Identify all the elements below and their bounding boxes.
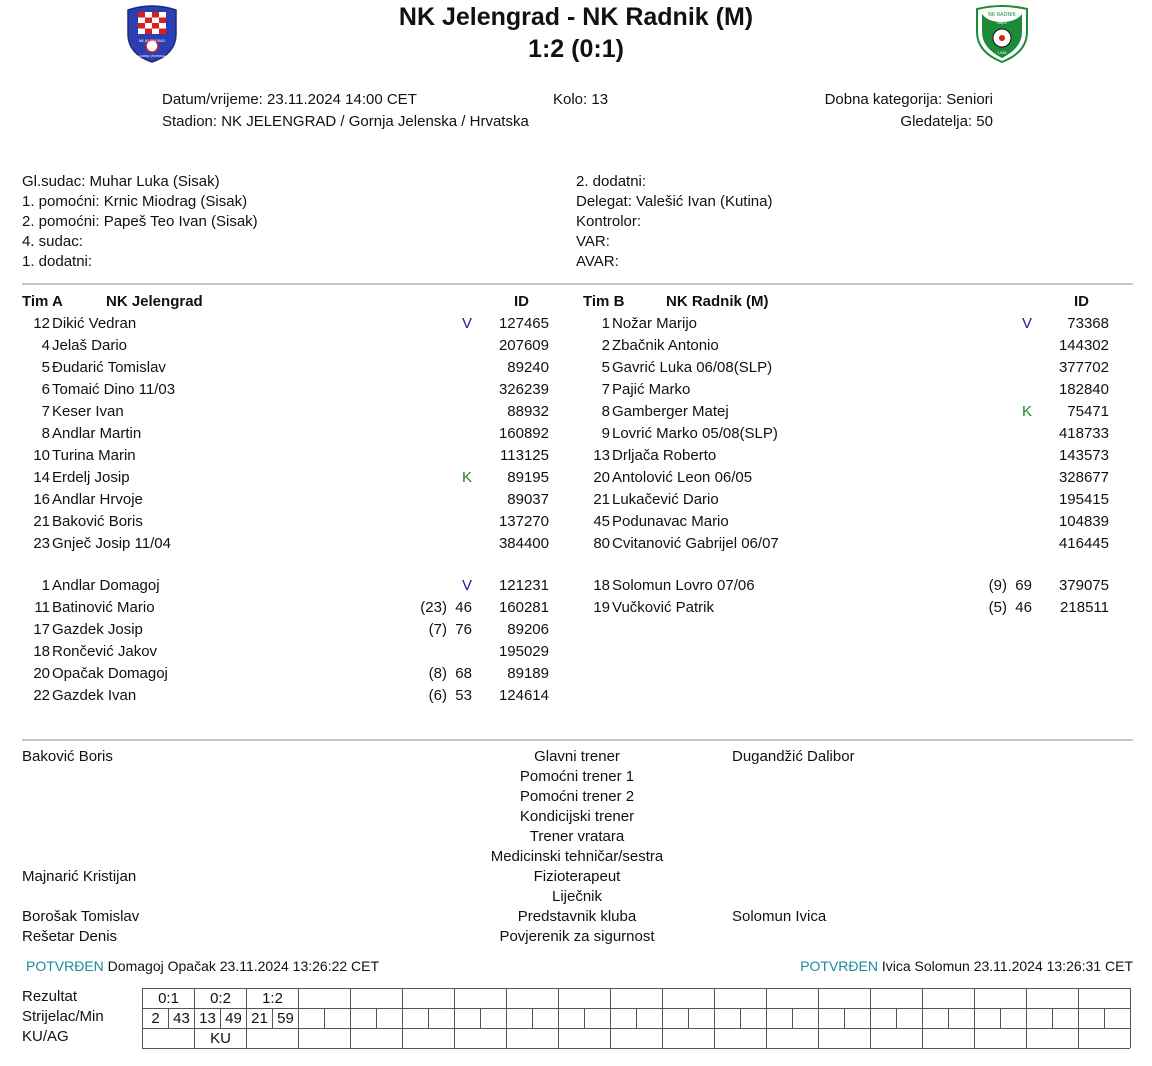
scorer-cell — [480, 1008, 506, 1029]
player-number: 7 — [41, 403, 50, 420]
player-name: Baković Boris — [52, 513, 143, 530]
player-id: 88932 — [507, 403, 549, 420]
ku-cell — [142, 1028, 194, 1049]
ku-cell: KU — [194, 1028, 246, 1049]
scorer-cell — [766, 1008, 792, 1029]
player-name: Gnječ Josip 11/04 — [52, 535, 171, 552]
result-cell — [506, 988, 558, 1009]
result-cell — [870, 988, 922, 1009]
scorer-cell — [532, 1008, 558, 1029]
ku-cell — [870, 1028, 922, 1049]
scorer-cell: 2 — [142, 1008, 168, 1029]
result-cell — [402, 988, 454, 1009]
scorer-cell — [792, 1008, 818, 1029]
confirm-right-status: POTVRĐEN — [800, 958, 878, 974]
ku-cell — [818, 1028, 870, 1049]
result-cell — [558, 988, 610, 1009]
player-id: 89195 — [507, 469, 549, 486]
result-cell — [662, 988, 714, 1009]
result-cell: 0:2 — [194, 988, 246, 1009]
player-number: 22 — [33, 687, 50, 704]
player-id: 89189 — [507, 665, 549, 682]
scorer-cell: 59 — [272, 1008, 298, 1029]
team-b-name: NK Radnik (M) — [666, 293, 769, 310]
staff-role: Kondicijski trener — [519, 808, 635, 825]
scorer-cell — [844, 1008, 870, 1029]
result-cell — [974, 988, 1026, 1009]
player-number: 19 — [593, 599, 610, 616]
player-name: Zbačnik Antonio — [612, 337, 719, 354]
result-cell — [766, 988, 818, 1009]
player-id: 195029 — [498, 643, 549, 660]
scorer-cell — [636, 1008, 662, 1029]
player-number: 21 — [593, 491, 610, 508]
official-right-0: 2. dodatni: — [576, 173, 647, 190]
ku-cell — [454, 1028, 506, 1049]
player-id: 104839 — [1058, 513, 1109, 530]
ku-cell — [610, 1028, 662, 1049]
player-number: 8 — [41, 425, 50, 442]
scorer-cell — [974, 1008, 1000, 1029]
player-number: 20 — [593, 469, 610, 486]
goalkeeper-mark: V — [461, 577, 472, 594]
player-number: 14 — [33, 469, 50, 486]
player-name: Erdelj Josip — [52, 469, 130, 486]
player-name: Batinović Mario — [52, 599, 155, 616]
player-number: 20 — [33, 665, 50, 682]
player-name: Tomaić Dino 11/03 — [52, 381, 176, 398]
result-cell — [1026, 988, 1078, 1009]
player-id: 418733 — [1058, 425, 1109, 442]
player-id: 384400 — [498, 535, 549, 552]
player-name: Andlar Domagoj — [52, 577, 160, 594]
match-stadium: Stadion: NK JELENGRAD / Gornja Jelenska / Hrvatska — [162, 113, 529, 130]
player-number: 8 — [601, 403, 610, 420]
official-right-2: Kontrolor: — [576, 213, 642, 230]
staff-home-name: Rešetar Denis — [22, 928, 118, 945]
team-a-name: NK Jelengrad — [106, 293, 203, 310]
player-id: 195415 — [1058, 491, 1109, 508]
substitution-info: (9) 69 — [988, 577, 1032, 594]
player-id: 127465 — [498, 315, 549, 332]
scorer-cell: 43 — [168, 1008, 194, 1029]
official-left-0: Gl.sudac: Muhar Luka (Sisak) — [22, 173, 220, 190]
scorer-cell — [714, 1008, 740, 1029]
scorer-cell — [662, 1008, 688, 1029]
ku-cell — [922, 1028, 974, 1049]
team-b-label: Tim B — [583, 293, 625, 310]
player-name: Đudarić Tomislav — [52, 359, 166, 376]
scorer-cell — [1078, 1008, 1104, 1029]
player-name: Jelaš Dario — [52, 337, 128, 354]
spectators: Gledatelja: 50 — [900, 113, 993, 130]
scorer-cell — [1026, 1008, 1052, 1029]
player-id: 160281 — [498, 599, 549, 616]
scorer-cell — [610, 1008, 636, 1029]
ku-cell — [766, 1028, 818, 1049]
scorer-cell — [740, 1008, 766, 1029]
player-number: 18 — [593, 577, 610, 594]
scorer-cell — [506, 1008, 532, 1029]
player-id: 377702 — [1058, 359, 1109, 376]
captain-mark: K — [1021, 403, 1032, 420]
row-label-result: Rezultat — [22, 988, 78, 1005]
official-left-2: 2. pomoćni: Papeš Teo Ivan (Sisak) — [22, 213, 258, 230]
player-name: Dikić Vedran — [52, 315, 137, 332]
substitution-info: (7) 76 — [428, 621, 472, 638]
player-name: Solomun Lovro 07/06 — [612, 577, 755, 594]
staff-away-name: Dugandžić Dalibor — [732, 748, 855, 765]
match-score: 1:2 (0:1) — [528, 35, 624, 63]
player-number: 17 — [33, 621, 50, 638]
scorer-cell — [454, 1008, 480, 1029]
player-id: 89206 — [507, 621, 549, 638]
player-id: 379075 — [1058, 577, 1109, 594]
official-right-3: VAR: — [576, 233, 610, 250]
player-id: 328677 — [1058, 469, 1109, 486]
player-number: 11 — [34, 599, 50, 616]
confirm-left-text: Domagoj Opačak 23.11.2024 13:26:22 CET — [103, 958, 380, 974]
confirm-right — [800, 956, 1133, 976]
staff-home-name: Borošak Tomislav — [22, 908, 140, 925]
ku-cell — [402, 1028, 454, 1049]
scorer-cell: 21 — [246, 1008, 272, 1029]
scorer-cell — [896, 1008, 922, 1029]
substitution-info: (8) 68 — [428, 665, 472, 682]
result-cell — [922, 988, 974, 1009]
player-id: 218511 — [1060, 599, 1109, 616]
scorer-cell — [688, 1008, 714, 1029]
divider-lineups — [22, 739, 1133, 741]
staff-role: Medicinski tehničar/sestra — [490, 848, 664, 865]
staff-role: Trener vratara — [529, 828, 625, 845]
match-datetime: Datum/vrijeme: 23.11.2024 14:00 CET — [162, 91, 417, 108]
scorer-cell — [818, 1008, 844, 1029]
player-name: Lukačević Dario — [612, 491, 719, 508]
ku-cell — [662, 1028, 714, 1049]
player-name: Nožar Marijo — [612, 315, 698, 332]
player-number: 80 — [593, 535, 610, 552]
player-id: 73368 — [1067, 315, 1109, 332]
goalkeeper-mark: V — [461, 315, 472, 332]
team-b-id-header: ID — [1074, 293, 1089, 310]
official-right-4: AVAR: — [576, 253, 619, 270]
result-cell — [610, 988, 662, 1009]
staff-role: Fizioterapeut — [533, 868, 621, 885]
match-round: Kolo: 13 — [553, 91, 609, 108]
row-label-scorer: Strijelac/Min — [22, 1008, 104, 1025]
official-left-1: 1. pomoćni: Krnic Miodrag (Sisak) — [22, 193, 248, 210]
scorer-cell — [558, 1008, 584, 1029]
scorer-cell — [376, 1008, 402, 1029]
player-number: 23 — [33, 535, 50, 552]
scorer-cell: 13 — [194, 1008, 220, 1029]
confirm-right-text: Ivica Solomun 23.11.2024 13:26:31 CET — [877, 958, 1133, 974]
official-left-3: 4. sudac: — [22, 233, 83, 250]
ku-cell — [558, 1028, 610, 1049]
divider-officials — [22, 283, 1133, 285]
confirm-left — [26, 956, 379, 976]
staff-role: Pomoćni trener 2 — [519, 788, 635, 805]
ku-cell — [1078, 1028, 1130, 1049]
ku-cell — [1026, 1028, 1078, 1049]
player-number: 13 — [593, 447, 610, 464]
substitution-info: (5) 46 — [988, 599, 1032, 616]
home-logo-text-bottom: GORNJA JELENSKA — [138, 54, 166, 58]
scorer-cell — [1000, 1008, 1026, 1029]
scorer-cell — [1052, 1008, 1078, 1029]
player-number: 21 — [33, 513, 50, 530]
player-id: 75471 — [1067, 403, 1109, 420]
ku-cell — [246, 1028, 298, 1049]
substitution-info: (6) 53 — [428, 687, 472, 704]
player-number: 12 — [33, 315, 50, 332]
official-right-1: Delegat: Valešić Ivan (Kutina) — [576, 193, 773, 210]
player-number: 1 — [41, 577, 50, 594]
player-number: 5 — [601, 359, 610, 376]
away-logo-text-mid: Majur — [997, 21, 1007, 25]
ku-cell — [506, 1028, 558, 1049]
player-number: 18 — [33, 643, 50, 660]
substitution-info: (23) 46 — [420, 599, 472, 616]
player-id: 160892 — [498, 425, 549, 442]
result-cell — [714, 988, 766, 1009]
player-number: 7 — [601, 381, 610, 398]
player-name: Andlar Hrvoje — [52, 491, 143, 508]
scorer-cell — [298, 1008, 324, 1029]
ku-cell — [350, 1028, 402, 1049]
grid-right-border — [1130, 988, 1131, 1048]
official-left-4: 1. dodatni: — [22, 253, 93, 270]
scorer-cell — [948, 1008, 974, 1029]
player-number: 1 — [601, 315, 610, 332]
player-number: 10 — [33, 447, 50, 464]
scorer-cell — [1104, 1008, 1130, 1029]
confirm-left-status: POTVRĐEN — [26, 958, 104, 974]
result-cell: 1:2 — [246, 988, 298, 1009]
staff-home-name: Baković Boris — [22, 748, 113, 765]
player-id: 89037 — [507, 491, 549, 508]
player-name: Rončević Jakov — [52, 643, 158, 660]
player-number: 2 — [601, 337, 610, 354]
player-id: 207609 — [498, 337, 549, 354]
staff-role: Pomoćni trener 1 — [519, 768, 635, 785]
result-cell: 0:1 — [142, 988, 194, 1009]
player-number: 6 — [41, 381, 50, 398]
staff-role: Povjerenik za sigurnost — [499, 928, 655, 945]
player-name: Antolović Leon 06/05 — [612, 469, 753, 486]
ku-cell — [974, 1028, 1026, 1049]
scorer-cell — [402, 1008, 428, 1029]
player-id: 182840 — [1058, 381, 1109, 398]
player-name: Gazdek Josip — [52, 621, 143, 638]
captain-mark: K — [461, 469, 472, 486]
player-id: 326239 — [498, 381, 549, 398]
player-id: 144302 — [1058, 337, 1109, 354]
row-label-ku: KU/AG — [22, 1028, 69, 1045]
player-name: Opačak Domagoj — [52, 665, 168, 682]
result-cell — [1078, 988, 1130, 1009]
player-id: 137270 — [498, 513, 549, 530]
scorer-cell: 49 — [220, 1008, 246, 1029]
staff-home-name: Majnarić Kristijan — [22, 868, 137, 885]
player-id: 121231 — [498, 577, 549, 594]
player-number: 16 — [33, 491, 50, 508]
player-name: Gamberger Matej — [612, 403, 729, 420]
player-name: Andlar Martin — [52, 425, 142, 442]
scorer-cell — [428, 1008, 454, 1029]
team-a-label: Tim A — [22, 293, 63, 310]
scorer-cell — [350, 1008, 376, 1029]
result-cell — [350, 988, 402, 1009]
scorer-cell — [922, 1008, 948, 1029]
staff-role: Liječnik — [551, 888, 603, 905]
staff-role: Predstavnik kluba — [517, 908, 637, 925]
player-name: Gavrić Luka 06/08(SLP) — [612, 359, 773, 376]
scorer-cell — [584, 1008, 610, 1029]
player-name: Keser Ivan — [52, 403, 124, 420]
player-number: 5 — [41, 359, 50, 376]
player-name: Pajić Marko — [612, 381, 691, 398]
goalkeeper-mark: V — [1021, 315, 1032, 332]
player-id: 124614 — [498, 687, 549, 704]
result-cell — [454, 988, 506, 1009]
player-name: Lovrić Marko 05/08(SLP) — [612, 425, 778, 442]
player-id: 143573 — [1058, 447, 1109, 464]
player-id: 113125 — [500, 447, 549, 464]
player-number: 4 — [41, 337, 50, 354]
age-category: Dobna kategorija: Seniori — [824, 91, 993, 108]
player-name: Cvitanović Gabrijel 06/07 — [612, 535, 779, 552]
away-logo-text-year: 1946 — [997, 51, 1007, 55]
match-title: NK Jelengrad - NK Radnik (M) — [398, 3, 754, 31]
staff-away-name: Solomun Ivica — [732, 908, 827, 925]
player-name: Drljača Roberto — [612, 447, 717, 464]
grid-bottom-border — [142, 1048, 1130, 1049]
away-club-logo — [972, 4, 1032, 64]
away-logo-text-top: NK RADNIK — [988, 12, 1016, 18]
player-id: 416445 — [1058, 535, 1109, 552]
player-number: 9 — [601, 425, 610, 442]
player-name: Podunavac Mario — [612, 513, 729, 530]
ku-cell — [298, 1028, 350, 1049]
player-name: Gazdek Ivan — [52, 687, 137, 704]
result-cell — [298, 988, 350, 1009]
staff-role: Glavni trener — [534, 748, 620, 765]
scorer-cell — [870, 1008, 896, 1029]
player-name: Vučković Patrik — [612, 599, 714, 616]
team-a-id-header: ID — [514, 293, 529, 310]
result-cell — [818, 988, 870, 1009]
player-name: Turina Marin — [52, 447, 136, 464]
player-id: 89240 — [507, 359, 549, 376]
player-number: 45 — [593, 513, 610, 530]
ku-cell — [714, 1028, 766, 1049]
home-logo-text-top: NK JELENGRAD — [138, 39, 166, 43]
scorer-cell — [324, 1008, 350, 1029]
